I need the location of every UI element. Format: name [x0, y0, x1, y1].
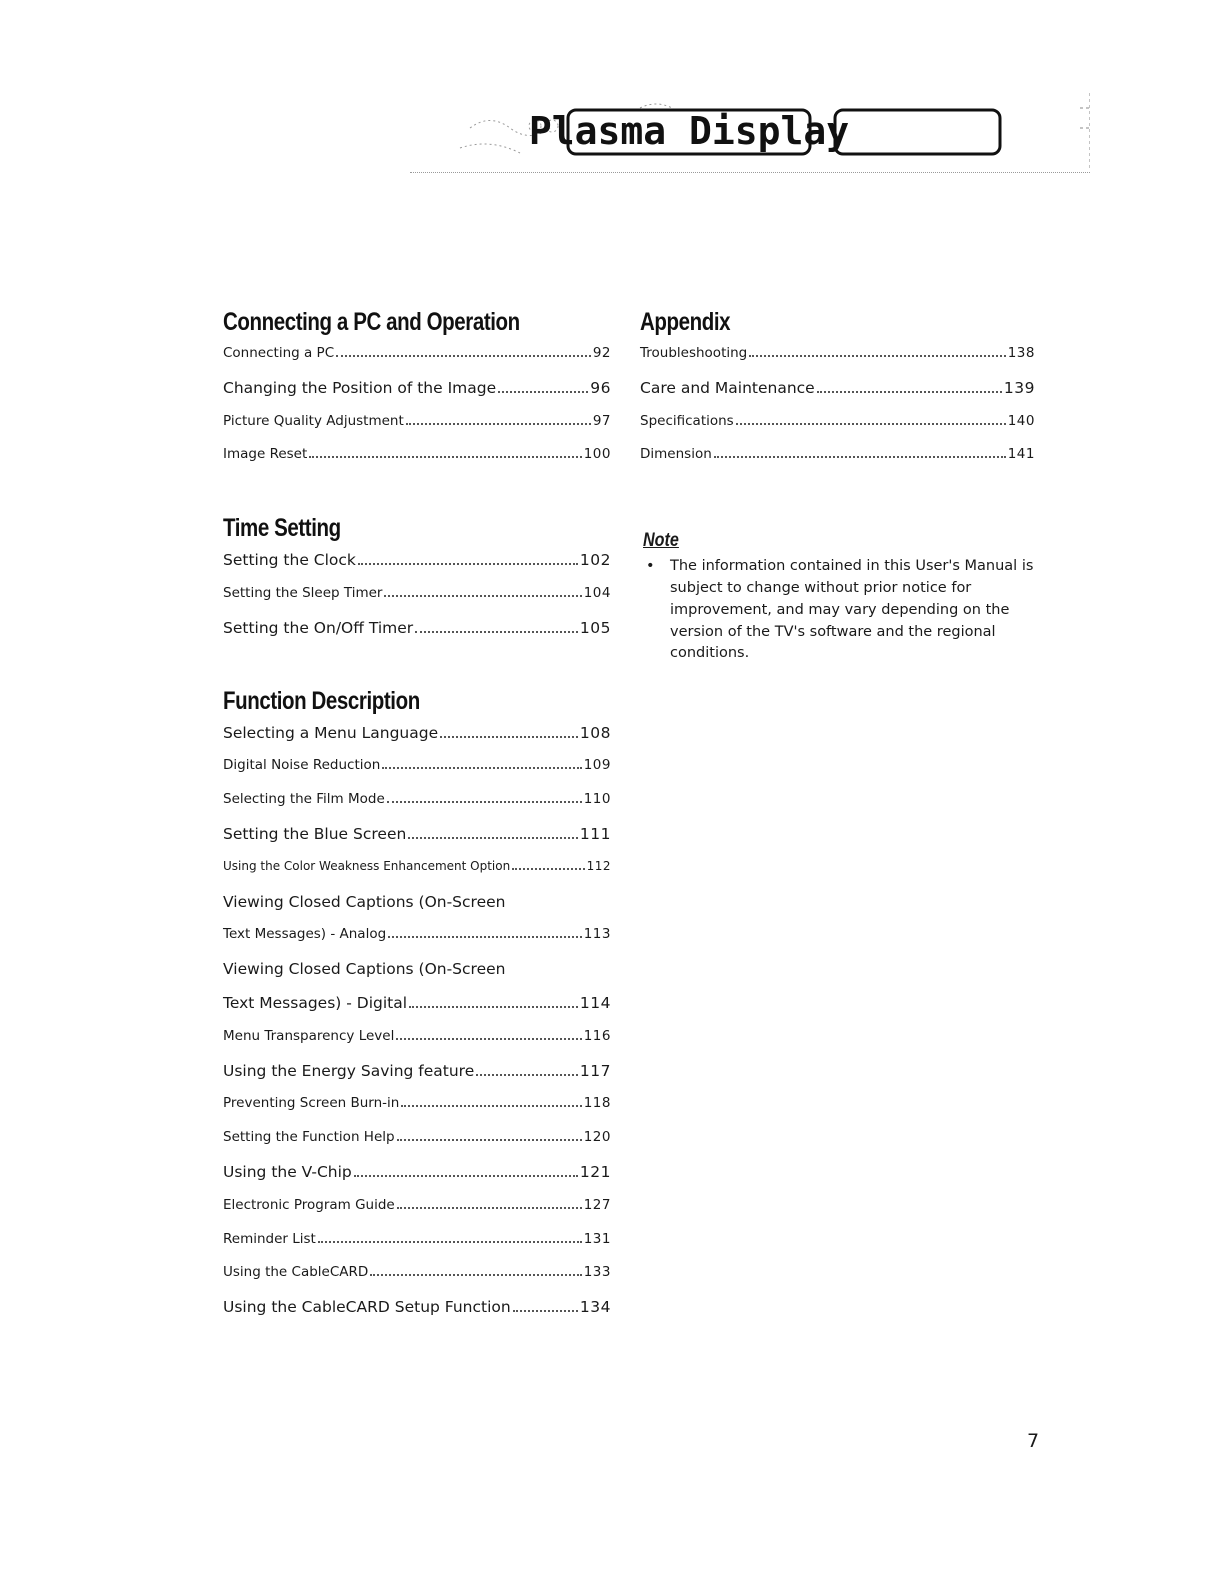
entry-page: 120 [583, 1129, 611, 1146]
toc-entry[interactable] [223, 1095, 611, 1129]
toc-entry[interactable] [223, 994, 611, 1028]
entry-text: Using the CableCARD Setup Function [223, 1298, 511, 1317]
toc-entry[interactable] [640, 345, 1035, 379]
entry-page: 110 [583, 791, 611, 808]
entry-page: 114 [579, 993, 611, 1012]
entry-page: 100 [583, 446, 611, 463]
entry-text: Care and Maintenance [640, 378, 815, 397]
entry-page: 97 [592, 412, 611, 429]
entry-page: 96 [590, 378, 611, 397]
leader-dots [512, 862, 584, 870]
entry-text: Setting the Clock [223, 551, 356, 570]
note-text: The information contained in this User's Manual is subject to change without prior notice for improvement, and may vary depending on the version of the TV's software and the regional conditions. [670, 558, 1034, 662]
toc-entry[interactable] [223, 825, 611, 859]
toc-entry[interactable] [223, 551, 611, 585]
header-logo [440, 88, 1090, 183]
entry-page: 92 [592, 345, 611, 361]
leader-dots [401, 1099, 581, 1108]
leader-dots [397, 1132, 582, 1141]
entry-text: Digital Noise Reduction [223, 757, 381, 774]
entry-text: Reminder List [223, 1230, 316, 1247]
entry-page: 131 [583, 1230, 611, 1247]
entry-page: 102 [579, 551, 611, 570]
toc-entry[interactable] [223, 585, 611, 619]
entry-text: Troubleshooting [640, 345, 748, 361]
toc-entry[interactable] [223, 724, 611, 758]
toc-entry[interactable] [223, 1231, 611, 1265]
entry-page: 118 [583, 1095, 611, 1112]
entry-text: Dimension [640, 446, 712, 463]
leader-dots [336, 348, 591, 357]
entry-text: Text Messages) - Digital [223, 993, 408, 1012]
entry-text: Image Reset [223, 446, 308, 463]
entry-page: 111 [579, 824, 611, 843]
toc-section-pc [223, 308, 611, 480]
entry-text: Using the Energy Saving feature [223, 1061, 475, 1080]
note-title: Note [643, 530, 679, 552]
leader-dots [396, 1031, 581, 1040]
toc-entry[interactable] [223, 379, 611, 413]
leader-dots [440, 728, 578, 738]
toc-entry-continued[interactable] [223, 893, 611, 927]
entry-text: Menu Transparency Level [223, 1027, 395, 1044]
bullet-icon: • [646, 558, 655, 575]
toc-entry[interactable] [223, 1298, 611, 1332]
entry-text: Setting the On/Off Timer [223, 618, 414, 637]
leader-dots [498, 383, 588, 393]
toc-section-appendix [640, 308, 1035, 480]
toc-entry[interactable] [223, 1264, 611, 1298]
toc-left-column [223, 308, 611, 1332]
entry-page: 109 [583, 757, 611, 774]
entry-text: Changing the Position of the Image [223, 378, 497, 397]
entry-page: 140 [1007, 412, 1035, 429]
section-title: Connecting a PC and Operation [223, 308, 520, 336]
entry-text: Text Messages) - Analog [223, 926, 387, 943]
entry-text: Using the CableCARD [223, 1264, 369, 1281]
entry-text: Preventing Screen Burn-in [223, 1095, 400, 1112]
leader-dots [397, 1200, 582, 1209]
note-body [640, 556, 1035, 665]
leader-dots [388, 930, 582, 939]
toc-section-function [223, 687, 611, 1332]
leader-dots [409, 998, 578, 1008]
entry-page: 141 [1007, 446, 1035, 463]
leader-dots [714, 450, 1006, 459]
toc-entry[interactable] [223, 1129, 611, 1163]
leader-dots [476, 1066, 578, 1076]
leader-dots [318, 1234, 582, 1243]
section-title: Time Setting [223, 514, 341, 543]
note-box [640, 530, 1035, 665]
entry-page: 139 [1003, 378, 1035, 397]
entry-page: 134 [579, 1298, 611, 1317]
entry-page: 117 [579, 1061, 611, 1080]
leader-dots [309, 450, 581, 459]
entry-page: 121 [579, 1162, 611, 1181]
toc-entry[interactable] [223, 757, 611, 791]
entry-page: 105 [579, 618, 611, 637]
section-title: Appendix [640, 308, 731, 336]
entry-page: 104 [583, 584, 611, 601]
leader-dots [736, 416, 1006, 425]
toc-entry[interactable] [223, 413, 611, 447]
toc-entry[interactable] [640, 413, 1035, 447]
entry-text: Setting the Function Help [223, 1129, 395, 1146]
leader-dots [406, 416, 591, 425]
leader-dots [358, 555, 578, 565]
leader-dots [513, 1302, 578, 1312]
entry-text: Viewing Closed Captions (On-Screen [223, 892, 506, 911]
entry-page: 108 [579, 723, 611, 742]
toc-entry[interactable] [223, 859, 611, 893]
entry-page: 116 [583, 1027, 611, 1044]
entry-page: 138 [1007, 345, 1035, 361]
entry-text: Viewing Closed Captions (On-Screen [223, 960, 506, 979]
leader-dots [408, 829, 578, 839]
leader-dots [370, 1268, 581, 1277]
entry-text: Selecting the Film Mode [223, 791, 385, 808]
entry-text: Setting the Sleep Timer [223, 584, 383, 601]
toc-entry[interactable] [640, 379, 1035, 413]
toc-entry[interactable] [223, 926, 611, 960]
toc-right-column [640, 308, 1035, 665]
leader-dots [384, 588, 581, 597]
toc-entry[interactable] [223, 1197, 611, 1231]
entry-page: 133 [583, 1264, 611, 1281]
leader-dots [749, 348, 1005, 357]
entry-text: Picture Quality Adjustment [223, 412, 404, 429]
entry-text: Connecting a PC [223, 345, 335, 361]
entry-text: Using the Color Weakness Enhancement Option [223, 858, 511, 873]
toc-entry[interactable] [223, 619, 611, 653]
section-title: Function Description [223, 686, 420, 715]
page-number: 7 [1027, 1430, 1040, 1452]
entry-text: Selecting a Menu Language [223, 723, 439, 742]
plasma-display-logo [440, 88, 1090, 183]
toc-entry[interactable] [223, 1163, 611, 1197]
leader-dots [387, 794, 582, 803]
entry-text: Setting the Blue Screen [223, 824, 407, 843]
logo-text: Plasma Display [528, 109, 850, 153]
toc-entry[interactable] [223, 446, 611, 480]
entry-page: 112 [586, 858, 611, 873]
toc-section-time [223, 514, 611, 652]
toc-entry[interactable] [223, 345, 611, 379]
header-rule [410, 172, 1090, 173]
entry-page: 113 [583, 926, 611, 943]
entry-page: 127 [583, 1196, 611, 1213]
leader-dots [382, 761, 581, 770]
toc-entry[interactable] [223, 1062, 611, 1096]
entry-text: Using the V-Chip [223, 1162, 352, 1181]
leader-dots [415, 623, 578, 633]
leader-dots [354, 1167, 578, 1177]
leader-dots [817, 383, 1002, 393]
toc-entry[interactable] [640, 446, 1035, 480]
toc-entry-continued[interactable] [223, 960, 611, 994]
toc-entry[interactable] [223, 791, 611, 825]
toc-entry[interactable] [223, 1028, 611, 1062]
entry-text: Specifications [640, 412, 734, 429]
entry-text: Electronic Program Guide [223, 1196, 395, 1213]
